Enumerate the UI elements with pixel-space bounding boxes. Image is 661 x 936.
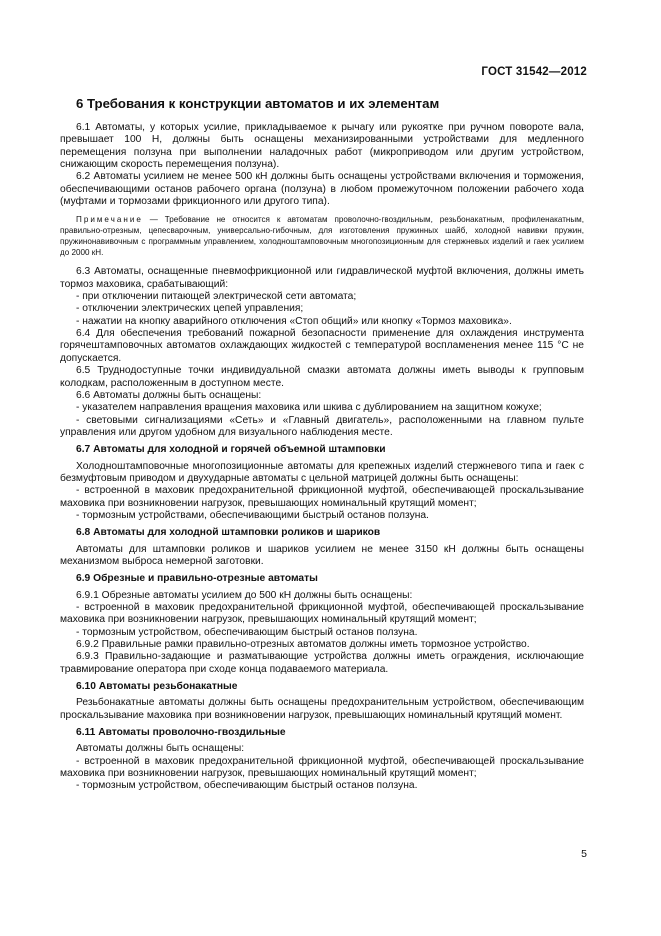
- paragraph-6-3: 6.3 Автоматы, оснащенные пневмофрикционной или гидравлической муфтой включения, должны иметь тормоз маховика, срабатывающий:: [60, 266, 584, 290]
- list-item: - световыми сигнализациями «Сеть» и «Главный двигатель», расположенными на главном пульте управления или другом удобном для визуального наблюдения месте.: [60, 414, 584, 438]
- paragraph-6-1: 6.1 Автоматы, у которых усилие, прикладываемое к рычагу или рукоятке при ручном повороте вала, превышает 100 Н, должны быть оснащены механизированными устройствами для медленного перемещения ползуна при выполнении наладочных работ (микроприводом или другим устройством, снижающим скорость перемещения ползуна).: [60, 122, 584, 171]
- subsection-title-6-9: 6.9 Обрезные и правильно-отрезные автоматы: [76, 573, 318, 585]
- paragraph-6-4: 6.4 Для обеспечения требований пожарной безопасности применение для охлаждения инструмента горячештамповочных автоматов охлаждающих жидкостей с температурой воспламенения менее 115 °С не допускается.: [60, 328, 584, 364]
- page-number: 5: [581, 848, 587, 860]
- list-item: - тормозным устройством, обеспечивающим быстрый останов ползуна.: [76, 780, 418, 792]
- document-body: [60, 122, 584, 793]
- list-item: - отключении электрических цепей управления;: [76, 303, 304, 315]
- list-item: - встроенной в маховик предохранительной фрикционной муфтой, обеспечивающей проскальзывание маховика при возникновении нагрузок, превышающих номинальный крутящий момент;: [60, 602, 584, 626]
- list-item: - указателем направления вращения маховика или шкива с дублированием на защитном кожухе;: [76, 402, 542, 414]
- paragraph-6-5: 6.5 Труднодоступные точки индивидуальной смазки автомата должны иметь выводы к групповым колодкам, расположенным в доступном месте.: [60, 365, 584, 389]
- paragraph-6-9-2: 6.9.2 Правильные рамки правильно-отрезных автоматов должны иметь тормозное устройство.: [76, 639, 530, 651]
- subsection-title-6-7: 6.7 Автоматы для холодной и горячей объемной штамповки: [76, 444, 386, 456]
- list-item: - тормозным устройствами, обеспечивающими быстрый останов ползуна.: [76, 509, 429, 521]
- subsection-title-6-11: 6.11 Автоматы проволочно-гвоздильные: [76, 727, 286, 739]
- paragraph-6-8: Автоматы для штамповки роликов и шариков усилием не менее 3150 кН должны быть оснащены механизмом выброса немерной заготовки.: [60, 543, 584, 567]
- list-item: - при отключении питающей электрической сети автомата;: [76, 291, 357, 303]
- list-item: - тормозным устройством, обеспечивающим быстрый останов ползуна.: [76, 626, 418, 638]
- document-header: ГОСТ 31542—2012: [481, 66, 587, 78]
- paragraph-6-9-3: 6.9.3 Правильно-задающие и разматывающие устройства должны иметь ограждения, исключающие травмирование оператора при сходе конца подаваемого материала.: [60, 651, 584, 675]
- paragraph-6-6: 6.6 Автоматы должны быть оснащены:: [76, 389, 262, 401]
- paragraph-6-11: Автоматы должны быть оснащены:: [76, 743, 245, 755]
- list-item: - встроенной в маховик предохранительной фрикционной муфтой, обеспечивающей проскальзывание маховика при возникновении нагрузок, превышающих номинальный крутящий момент;: [60, 755, 584, 780]
- paragraph-6-7: Холодноштамповочные многопозиционные автоматы для крепежных изделий стержневого типа и гаек с безмуфтовым приводом и двухударные автоматы с цельной матрицей должны быть оснащены:: [60, 460, 584, 484]
- paragraph-6-2: 6.2 Автоматы усилием не менее 500 кН должны быть оснащены устройствами включения и торможения, обеспечивающими останов рабочего органа (ползуна) в любом промежуточном положении рабочего хода (муфтами и тормозами фрикционного или другого типа).: [60, 171, 584, 208]
- note: [60, 214, 584, 258]
- subsection-title-6-10: 6.10 Автоматы резьбонакатные: [76, 681, 238, 693]
- note-label: Примечание: [76, 215, 143, 225]
- note-text: — Требование не относится к автоматам проволочно-гвоздильным, резьбонакатным, профиленакатным, правильно-отрезным, цепесварочным, универсально-гибочным, для изготовления пружинных шайб, холодной навивки пружин, пружинонавивочным с программным управлением, холодноштамповочным многопозиционным для стержневых изделий и гаек усилием до 2000 кН.: [60, 215, 584, 258]
- paragraph-6-10: Резьбонакатные автоматы должны быть оснащены предохранительным устройством, обеспечивающим проскальзывание маховика при возникновении нагрузок, превышающих номинальный крутящий момент.: [60, 697, 584, 721]
- section-title: 6 Требования к конструкции автоматов и их элементам: [76, 96, 440, 111]
- list-item: - встроенной в маховик предохранительной фрикционной муфтой, обеспечивающей проскальзывание маховика при возникновении нагрузок, превышающих номинальный крутящий момент;: [60, 485, 584, 509]
- list-item: - нажатии на кнопку аварийного отключения «Стоп общий» или кнопку «Тормоз маховика».: [76, 315, 512, 327]
- paragraph-6-9-1: 6.9.1 Обрезные автоматы усилием до 500 кН должны быть оснащены:: [76, 589, 413, 601]
- subsection-title-6-8: 6.8 Автоматы для холодной штамповки роликов и шариков: [76, 527, 381, 539]
